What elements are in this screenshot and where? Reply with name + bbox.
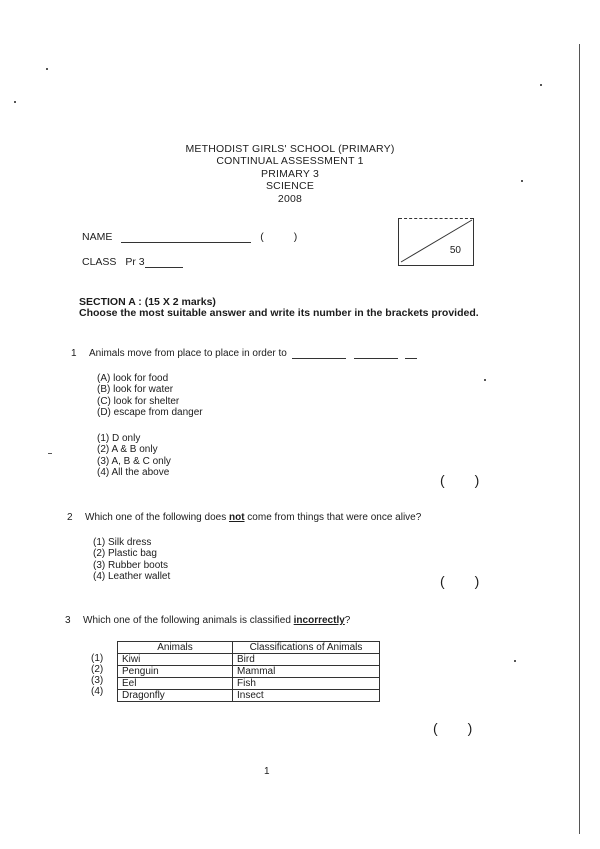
list-item: (B) look for water [97,384,174,396]
option-item: (2) Plastic bag [93,548,157,560]
table-cell: Dragonfly [118,690,233,702]
question-number: 2 [67,512,73,523]
question-number: 1 [71,348,77,359]
option-item: (1) Silk dress [93,537,152,548]
scan-speck [514,660,516,662]
scan-speck [14,101,16,103]
row-numbers: (1) (2) (3) (4) [91,653,104,697]
table-cell: Fish [233,678,380,690]
name-field: NAME ( ) [82,231,298,243]
option-item: (3) Rubber boots [93,559,169,571]
option-list [97,433,171,479]
score-box [398,218,474,266]
table-cell: Bird [233,654,380,666]
scan-speck [484,379,486,381]
year: 2008 [277,192,303,205]
option-item: (1) D only [97,433,141,444]
table-cell: Eel [118,678,233,690]
name-label: NAME [82,231,113,243]
question-number: 3 [65,615,71,626]
class-value: Pr 3 [125,256,145,268]
score-total: 50 [449,245,461,256]
scan-speck [521,180,523,182]
assessment-title: CONTINUAL ASSESSMENT 1 [216,155,364,168]
page-number: 1 [264,766,270,777]
answer-bracket[interactable]: ( ) [440,472,480,488]
question-text: Animals move from place to place in order to [89,348,417,359]
subject: SCIENCE [265,180,315,193]
option-item: (4) Leather wallet [93,571,171,583]
table-row [118,666,380,678]
list-item: (A) look for food [97,373,169,384]
level: PRIMARY 3 [260,167,320,180]
answer-bracket[interactable]: ( ) [433,720,473,736]
option-item: (4) All the above [97,467,170,479]
exam-header [0,143,580,205]
table-cell: Insect [233,690,380,702]
question-text: Which one of the following does not come from things that were once alive? [85,512,422,523]
table-row [118,690,380,702]
answer-bracket[interactable]: ( ) [440,573,480,589]
table-row [118,654,380,666]
classification-table [117,641,380,702]
scan-margin-line [579,44,580,834]
table-cell: Penguin [118,666,233,678]
statement-list [97,373,203,419]
scan-speck [540,84,542,86]
table-cell: Mammal [233,666,380,678]
column-header: Classifications of Animals [233,642,380,654]
name-underline [121,233,251,243]
scan-speck [46,68,48,70]
table-row [118,678,380,690]
class-field [82,256,183,268]
section-instructions: Choose the most suitable answer and write its number in the brackets provided. [79,307,479,319]
scan-speck [48,453,52,454]
school-name: METHODIST GIRLS' SCHOOL (PRIMARY) [185,143,395,155]
list-item: (D) escape from danger [97,407,203,419]
section-title: SECTION A : (15 X 2 marks) [79,296,216,308]
list-item: (C) look for shelter [97,395,180,407]
option-item: (3) A, B & C only [97,455,171,467]
class-label: CLASS [82,256,117,268]
option-item: (2) A & B only [97,444,158,456]
column-header: Animals [118,642,233,654]
table-header-row [118,642,380,654]
option-list [93,537,170,583]
question-text: Which one of the following animals is classified incorrectly? [83,615,351,626]
table-cell: Kiwi [118,654,233,666]
score-diagonal [399,218,473,265]
